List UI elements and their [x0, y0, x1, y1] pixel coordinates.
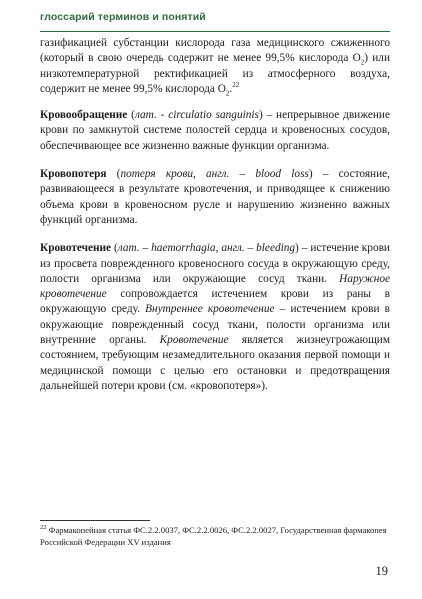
paragraph-blood-loss: [40, 167, 390, 228]
footnote-ref: 22: [232, 81, 240, 90]
footnote-separator: [40, 520, 150, 521]
text: ) – состояние, развивающееся в результате кровотечения, и приводящее к снижению объема крови в кровеносном русле и нарушению жизненно важных функций организма.: [40, 168, 390, 226]
text: .: [229, 82, 233, 95]
text: (: [111, 242, 118, 255]
paragraph-oxygen-continuation: [40, 36, 390, 97]
text: (: [127, 109, 135, 122]
text: – истечением крови в окружающие поврежденный сосуд ткани, полости организма или внутренние органы.: [40, 303, 391, 347]
paragraph-bleeding: [40, 241, 390, 394]
italic-text: Кровотечение: [159, 334, 229, 347]
term: Кровотечение: [40, 242, 112, 255]
footnote-text: Фармакопейная статья ФС.2.2.0037, ФС.2.2.0026, ФС.2.2.0027, Государственная фармакопея Российской Федерации XV издания: [40, 525, 387, 547]
italic-text: Внутреннее кровотечение: [145, 303, 275, 316]
term: Кровообращение: [40, 109, 128, 122]
italic-text: потеря крови, англ. – blood loss: [120, 168, 309, 181]
italic-text: лат. – haemorrhagia, англ. – bleeding: [117, 242, 296, 255]
paragraph-circulation: [40, 108, 390, 154]
running-header: глоссарий терминов и понятий: [40, 11, 206, 23]
subscript: 2: [360, 58, 365, 67]
subscript: 2: [225, 89, 230, 98]
text: газификацией субстанции кислорода газа медицинского сжиженного (который в свою очередь содержит не менее 99,5% кислорода O: [40, 37, 390, 65]
term: Кровопотеря: [40, 168, 107, 181]
footnote-number: 22: [40, 524, 47, 532]
italic-text: Наружное кровотечение: [40, 272, 390, 301]
page-body: [40, 36, 390, 407]
text: ) – непрерывное движение крови по замкнутой системе полостей сердца и кровеносных сосудов, обеспечивающее все жизненно важные функции организма.: [40, 109, 390, 152]
text: (: [106, 168, 121, 181]
header-rule: [40, 31, 390, 32]
text: является жизнеугрожающим состоянием, требующим незамедлительного оказания первой помощи и медицинской помощи с целью его остановки и предотвращения дальнейшей потери крови (см. «кровопотеря»).: [40, 334, 390, 392]
text: сопровождается истечением крови из раны в окружающую среду.: [40, 288, 390, 316]
italic-text: лат. - circulatio sanguinis: [134, 109, 259, 122]
page-number: 19: [375, 564, 388, 578]
footnote: [40, 524, 390, 548]
text: ) – истечение крови из просвета поврежденного кровеносного сосуда в окружающую среду, полости организма или окружающие сосуд ткани.: [40, 242, 390, 285]
text: ) или низкотемпературной ректификацией из атмосферного воздуха, содержит не менее 99,5% кислорода O: [40, 52, 390, 95]
